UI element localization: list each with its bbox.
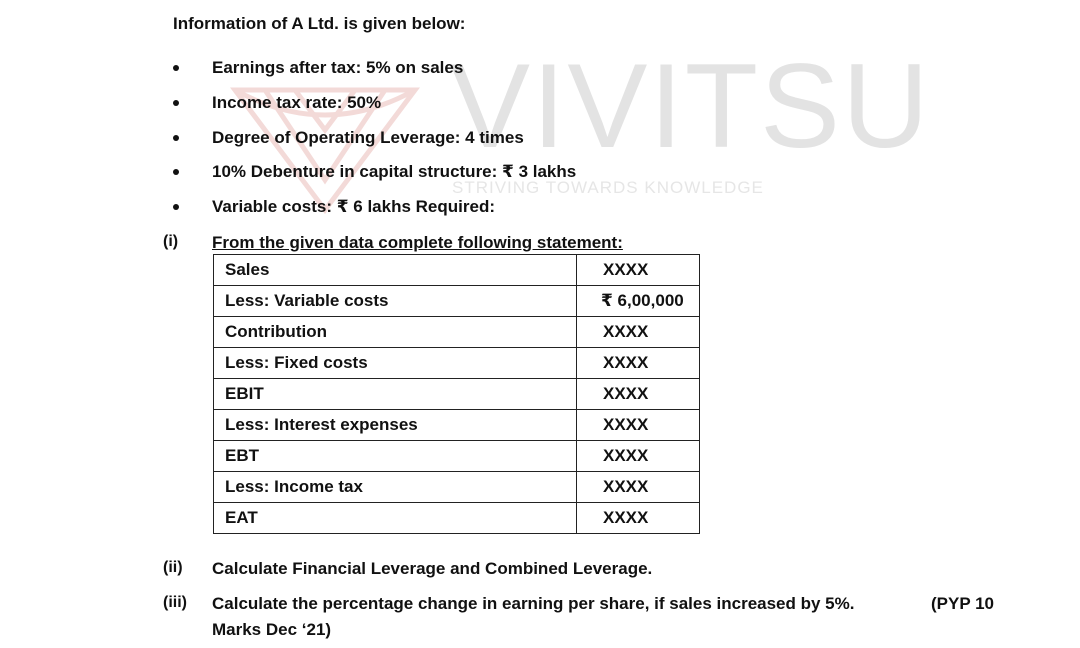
table-row	[214, 255, 700, 286]
question-number-1: (i)	[163, 233, 179, 250]
question-text-3-continued: Marks Dec ‘21)	[212, 620, 332, 639]
bullet-dot-icon	[173, 204, 179, 210]
row-label: Contribution	[214, 317, 577, 348]
row-value: XXXX	[577, 410, 700, 441]
bullet-text: Degree of Operating Leverage: 4 times	[212, 128, 524, 147]
row-value: XXXX	[577, 348, 700, 379]
row-value: XXXX	[577, 255, 700, 286]
row-value: XXXX	[577, 317, 700, 348]
row-label: EBT	[214, 441, 577, 472]
bullet-dot-icon	[173, 65, 179, 71]
row-value: XXXX	[577, 503, 700, 534]
table-row	[214, 472, 700, 503]
row-label: Sales	[214, 255, 577, 286]
table-row	[214, 286, 700, 317]
row-label: Less: Interest expenses	[214, 410, 577, 441]
question-heading: Information of A Ltd. is given below:	[173, 14, 466, 33]
bullet-text: Variable costs: ₹ 6 lakhs Required:	[212, 197, 495, 216]
table-row	[214, 410, 700, 441]
question-text-2: Calculate Financial Leverage and Combined Leverage.	[212, 559, 653, 578]
row-value: XXXX	[577, 472, 700, 503]
bullet-text: Earnings after tax: 5% on sales	[212, 58, 464, 77]
table-row	[214, 441, 700, 472]
bullet-text: 10% Debenture in capital structure: ₹ 3 lakhs	[212, 162, 577, 181]
table-row	[214, 503, 700, 534]
bullet-dot-icon	[173, 169, 179, 175]
bullet-dot-icon	[173, 135, 179, 141]
table-row	[214, 348, 700, 379]
brand-watermark-text: VIVITSU	[450, 39, 931, 173]
brand-tagline-watermark: STRIVING TOWARDS KNOWLEDGE	[452, 178, 764, 197]
question-text-1: From the given data complete following statement:	[212, 233, 623, 252]
bullet-text: Income tax rate: 50%	[212, 93, 382, 112]
question-text-3-source: (PYP 10	[931, 594, 995, 613]
row-label: EBIT	[214, 379, 577, 410]
row-label: Less: Income tax	[214, 472, 577, 503]
row-label: Less: Variable costs	[214, 286, 577, 317]
question-number-3: (iii)	[163, 594, 187, 611]
row-value: XXXX	[577, 379, 700, 410]
row-label: Less: Fixed costs	[214, 348, 577, 379]
row-value: ₹ 6,00,000	[577, 286, 700, 317]
income-statement-table	[213, 254, 700, 534]
table-row	[214, 379, 700, 410]
bullet-dot-icon	[173, 100, 179, 106]
question-text-3: Calculate the percentage change in earning per share, if sales increased by 5%.	[212, 594, 855, 613]
row-value: XXXX	[577, 441, 700, 472]
question-number-2: (ii)	[163, 559, 183, 576]
table-row	[214, 317, 700, 348]
row-label: EAT	[214, 503, 577, 534]
